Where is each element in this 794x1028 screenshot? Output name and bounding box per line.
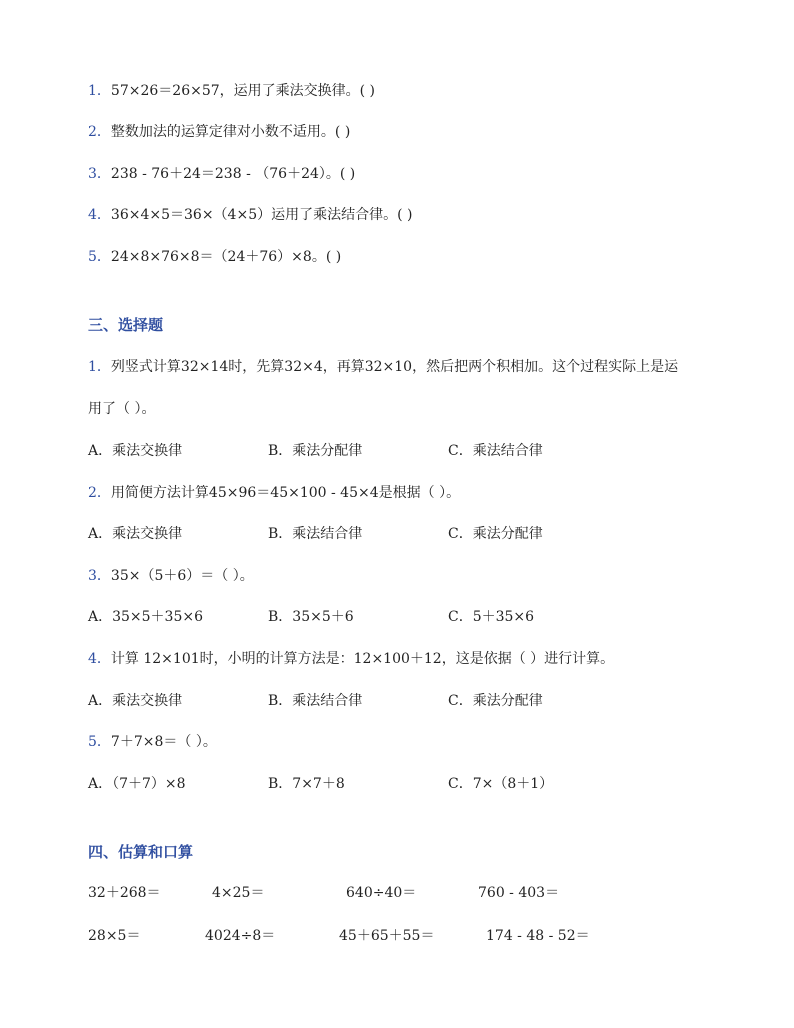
option-c: C．5＋35×6 bbox=[448, 609, 535, 625]
option-a: A．乘法交换律 bbox=[88, 443, 183, 459]
section-heading: 三、选择题 bbox=[88, 316, 164, 334]
question-text bbox=[88, 648, 614, 668]
option-b: B．乘法分配律 bbox=[268, 443, 363, 459]
question-number: 5． bbox=[88, 734, 111, 750]
option-a: A．乘法交换律 bbox=[88, 693, 183, 709]
question-body: 列竖式计算32×14时，先算32×4，再算32×10，然后把两个积相加。这个过程实际上是运 bbox=[110, 359, 679, 375]
judgment-item bbox=[88, 80, 375, 100]
item-number: 5． bbox=[88, 249, 111, 265]
question-number: 1． bbox=[88, 359, 111, 375]
question-body: 35×（5＋6）＝（ ）。 bbox=[110, 568, 254, 584]
option-b: B．7×7＋8 bbox=[268, 776, 345, 792]
judgment-item bbox=[88, 204, 412, 224]
calc-item: 32＋268＝ bbox=[88, 885, 161, 901]
calc-item: 174 - 48 - 52＝ bbox=[486, 928, 590, 944]
calc-item: 45＋65＋55＝ bbox=[339, 928, 435, 944]
section-heading: 四、估算和口算 bbox=[88, 843, 194, 861]
item-number: 4． bbox=[88, 207, 111, 223]
option-a: A．（7＋7）×8 bbox=[88, 776, 186, 792]
calc-item: 760 - 403＝ bbox=[478, 885, 560, 901]
option-b: B．乘法结合律 bbox=[268, 693, 363, 709]
judgment-item bbox=[88, 121, 350, 141]
question-number: 2． bbox=[88, 485, 111, 501]
item-number: 2． bbox=[88, 124, 111, 140]
question-text bbox=[88, 356, 678, 376]
item-text: 36×4×5＝36×（4×5）运用了乘法结合律。( ) bbox=[110, 207, 413, 223]
item-text: 238 - 76＋24＝238 - （76＋24）。( ) bbox=[110, 166, 356, 182]
option-c: C．7×（8＋1） bbox=[448, 776, 554, 792]
question-text bbox=[88, 731, 217, 751]
question-body: 用简便方法计算45×96＝45×100 - 45×4是根据（ ）。 bbox=[110, 485, 461, 501]
item-text: 整数加法的运算定律对小数不适用。( ) bbox=[110, 124, 351, 140]
option-b: B．乘法结合律 bbox=[268, 526, 363, 542]
question-number: 4． bbox=[88, 651, 111, 667]
question-body: 7＋7×8＝（ ）。 bbox=[110, 734, 217, 750]
option-b: B．35×5＋6 bbox=[268, 609, 354, 625]
calc-item: 640÷40＝ bbox=[346, 885, 417, 901]
question-number: 3． bbox=[88, 568, 111, 584]
calc-item: 4024÷8＝ bbox=[205, 928, 276, 944]
item-text: 57×26＝26×57，运用了乘法交换律。( ) bbox=[110, 83, 376, 99]
option-c: C．乘法分配律 bbox=[448, 693, 543, 709]
calc-item: 4×25＝ bbox=[212, 885, 265, 901]
item-number: 1． bbox=[88, 83, 111, 99]
question-text-continued: 用了（ ）。 bbox=[88, 401, 156, 417]
question-text bbox=[88, 482, 460, 502]
option-c: C．乘法结合律 bbox=[448, 443, 543, 459]
question-text bbox=[88, 565, 254, 585]
judgment-item bbox=[88, 246, 341, 266]
item-number: 3． bbox=[88, 166, 111, 182]
question-body: 计算 12×101时，小明的计算方法是：12×100＋12，这是依据（ ）进行计算。 bbox=[110, 651, 615, 667]
option-a: A．乘法交换律 bbox=[88, 526, 183, 542]
judgment-item bbox=[88, 163, 355, 183]
calc-item: 28×5＝ bbox=[88, 928, 141, 944]
option-a: A．35×5＋35×6 bbox=[88, 609, 204, 625]
item-text: 24×8×76×8＝（24＋76）×8。( ) bbox=[110, 249, 342, 265]
option-c: C．乘法分配律 bbox=[448, 526, 543, 542]
